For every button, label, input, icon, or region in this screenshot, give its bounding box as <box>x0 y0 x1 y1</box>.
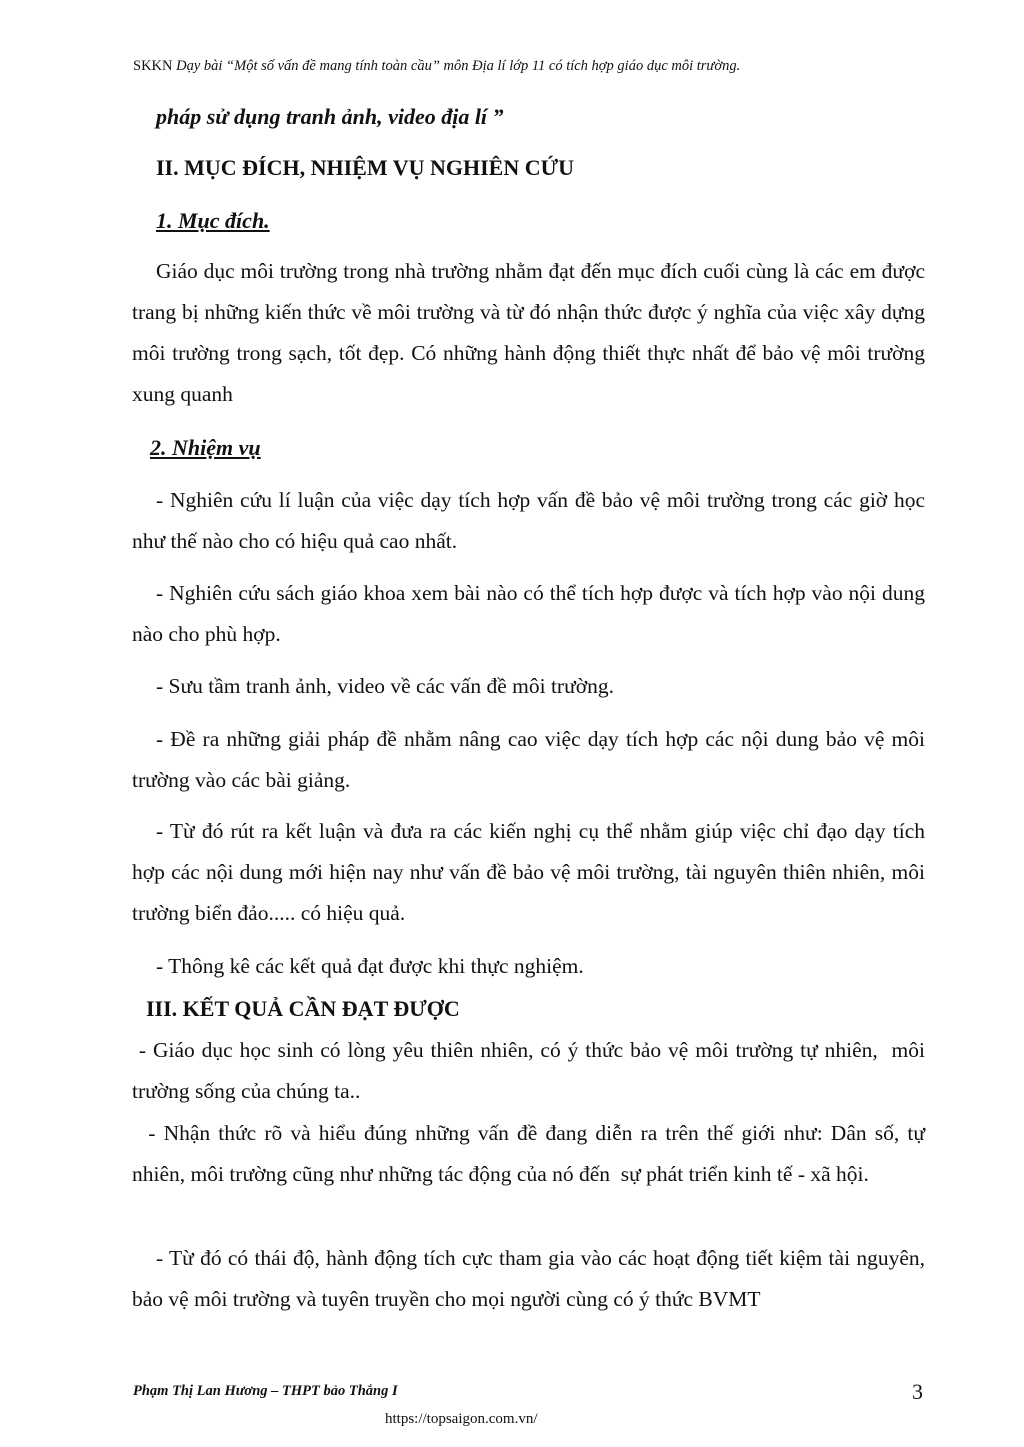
task-item: - Thông kê các kết quả đạt được khi thực nghiệm. <box>156 954 584 978</box>
task-item: - Nghiên cứu sách giáo khoa xem bài nào có thể tích hợp được và tích hợp vào nội dung nào cho phù hợp. <box>132 581 925 646</box>
intro-line: pháp sử dụng tranh ảnh, video địa lí ” <box>156 104 504 129</box>
task-item: - Đề ra những giải pháp đề nhằm nâng cao việc dạy tích hợp các nội dung bảo vệ môi trường vào các bài giảng. <box>132 727 925 792</box>
task-item: - Từ đó rút ra kết luận và đưa ra các kiến nghị cụ thể nhằm giúp việc chỉ đạo dạy tích hợp các nội dung mới hiện nay như vấn đề bảo vệ môi trường, tài nguyên thiên nhiên, môi trường biển đảo..... có hiệu quả. <box>132 819 925 925</box>
section-2-heading: II. MỤC ĐÍCH, NHIỆM VỤ NGHIÊN CỨU <box>156 155 575 180</box>
tasks-heading: 2. Nhiệm vụ <box>150 435 261 460</box>
result-item: - Từ đó có thái độ, hành động tích cực tham gia vào các hoạt động tiết kiệm tài nguyên, bảo vệ môi trường và tuyên truyền cho mọi người cùng có ý thức BVMT <box>132 1246 925 1311</box>
task-item: - Nghiên cứu lí luận của việc dạy tích hợp vấn đề bảo vệ môi trường trong các giờ học như thế nào cho có hiệu quả cao nhất. <box>132 488 925 553</box>
result-item: - Giáo dục học sinh có lòng yêu thiên nhiên, có ý thức bảo vệ môi trường tự nhiên, môi trường sống của chúng ta.. <box>132 1038 931 1103</box>
task-item: - Sưu tầm tranh ảnh, video về các vấn đề môi trường. <box>156 674 614 698</box>
footer-url[interactable]: https://topsaigon.com.vn/ <box>385 1411 538 1427</box>
footer-author: Phạm Thị Lan Hương – THPT bảo Thắng I <box>133 1383 398 1399</box>
running-header <box>133 58 740 75</box>
page-number: 3 <box>912 1379 923 1404</box>
result-item: - Nhận thức rõ và hiểu đúng những vấn đề đang diễn ra trên thế giới như: Dân số, tự nhiên, môi trường cũng như những tác động của nó đến sự phát triển kinh tế - xã hội. <box>132 1121 931 1186</box>
section-3-heading: III. KẾT QUẢ CẦN ĐẠT ĐƯỢC <box>146 996 460 1021</box>
purpose-heading: 1. Mục đích. <box>156 208 270 233</box>
header-title: Dạy bài “Một số vấn đề mang tính toàn cầu” môn Địa lí lớp 11 có tích hợp giáo dục môi trường. <box>176 58 741 74</box>
purpose-paragraph: Giáo dục môi trường trong nhà trường nhằm đạt đến mục đích cuối cùng là các em được trang bị những kiến thức về môi trường và từ đó nhận thức được ý nghĩa của việc xây dựng môi trường trong sạch, tốt đẹp. Có những hành động thiết thực nhất để bảo vệ môi trường xung quanh <box>132 259 925 406</box>
header-lead: SKKN <box>133 58 173 74</box>
